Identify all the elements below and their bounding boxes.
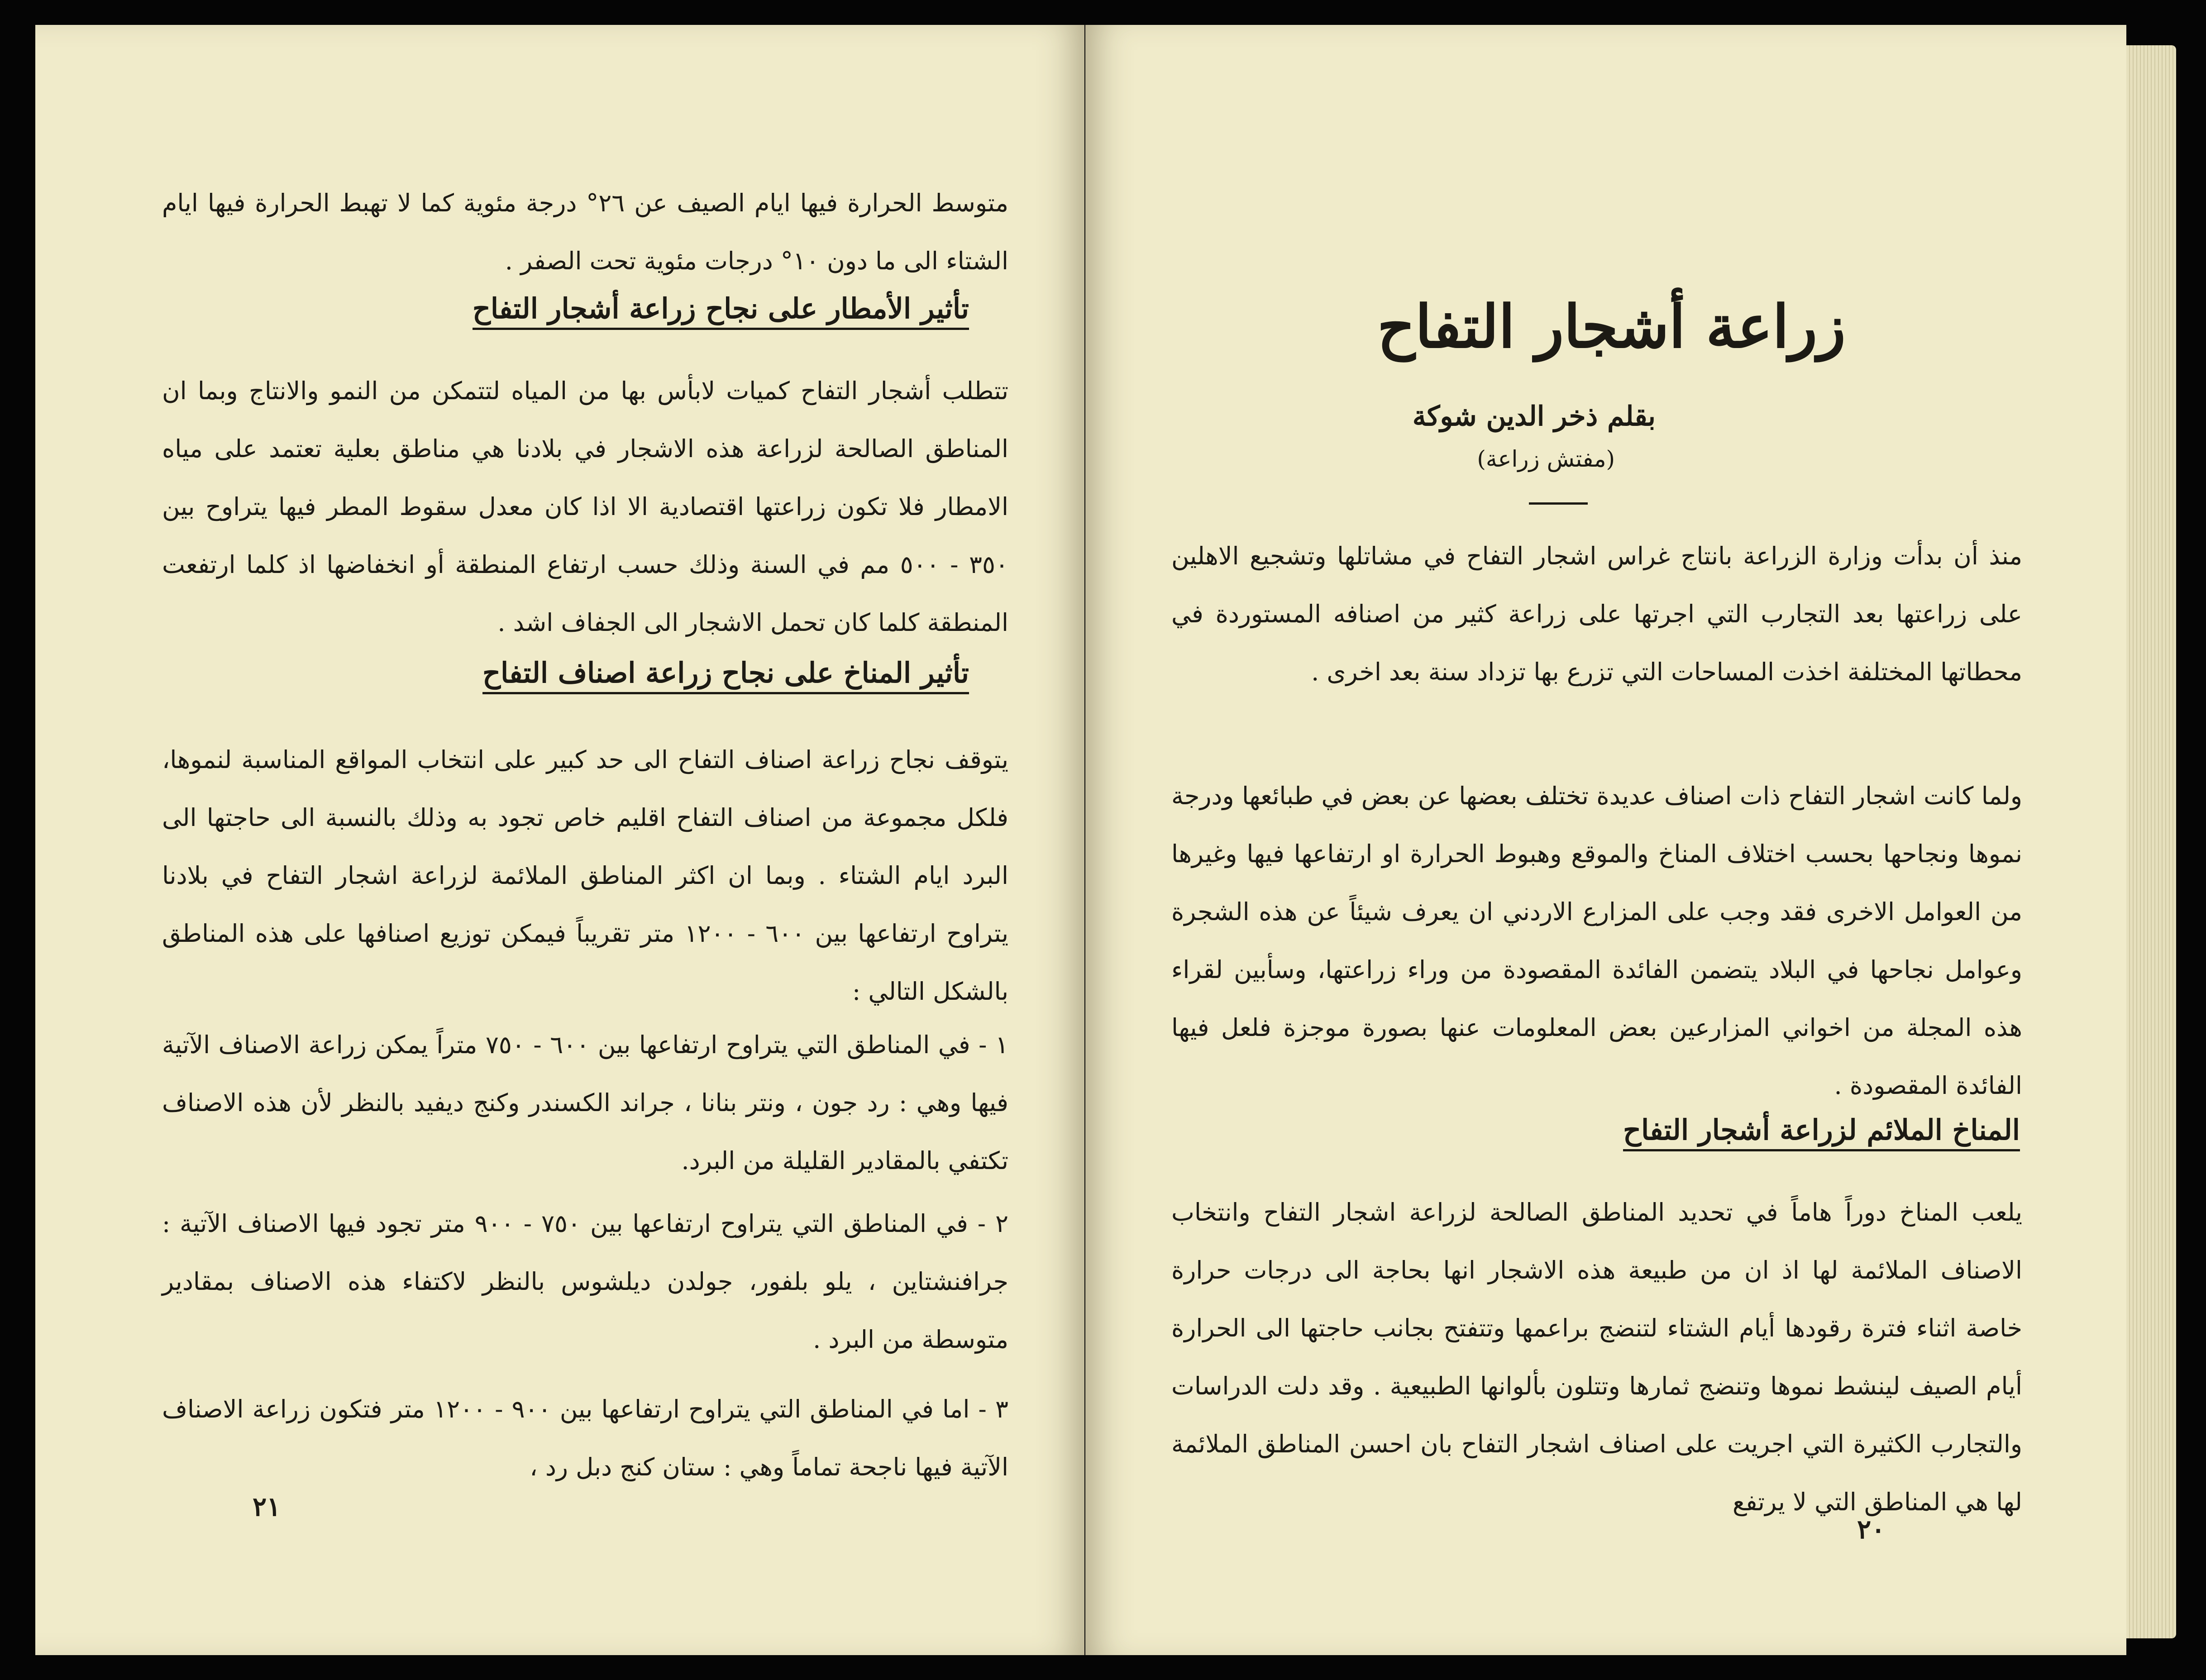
right-page-number: ٢٠ — [1857, 1514, 1886, 1545]
list-item: ١ - في المناطق التي يتراوح ارتفاعها بين ٦٠٠ - ٧٥٠ متراً يمكن زراعة الاصناف الآتية فيها وهي : رد جون ، ونتر بنانا ، جراند الكسندر وكنج ديفيد بالنظر لأن هذه الاصناف تكتفي بالمقادير القليلة من البرد. — [162, 1031, 1009, 1175]
article-author: بقلم ذخر الدين شوكة — [1412, 401, 1656, 432]
right-paragraph-2: ولما كانت اشجار التفاح ذات اصناف عديدة تختلف بعضها عن بعض في طبائعها ودرجة نموها ونجاحها بحسب اختلاف المناخ والموقع وهبوط الحرارة او ارتفاعها فيها وغيرها من العوامل الاخرى فقد وجب على المزارع الاردني ان يعرف شيئاً عن هذه الشجرة وعوامل نجاحها في البلاد يتضمن الفائدة المقصودة من وراء زراعتها، وسأبين لقراء هذه المجلة من اخواني المزارعين بعض المعلومات عنها بصورة موجزة فلعل فيها الفائدة المقصودة . — [1171, 782, 2022, 1100]
left-page — [35, 25, 1084, 1655]
left-section2-heading: تأثير المناخ على نجاح زراعة اصناف التفاح — [482, 656, 969, 694]
article-title: زراعة أشجار التفاح — [1377, 292, 1846, 361]
right-page — [1085, 25, 2126, 1655]
list-item: ٢ - في المناطق التي يتراوح ارتفاعها بين ٧٥٠ - ٩٠٠ متر تجود فيها الاصناف الآتية : جرافنشتاين ، يلو بلفور، جولدن ديلشوس بالنظر لاكتفاء هذه الاصناف بمقادير متوسطة من البرد . — [162, 1209, 1009, 1354]
page-edges — [2126, 45, 2176, 1638]
left-section1-text: تتطلب أشجار التفاح كميات لابأس بها من المياه لتتمكن من النمو والانتاج وبما ان المناطق الصالحة لزراعة هذه الاشجار في بلادنا هي مناطق بعلية تعتمد على مياه الامطار فلا تكون زراعتها اقتصادية الا اذا كان معدل سقوط المطر فيها يتراوح بين ٣٥٠ - ٥٠٠ مم في السنة وذلك حسب ارتفاع المنطقة أو انخفاضها اذ كلما ارتفعت المنطقة كلما كان تحمل الاشجار الى الجفاف اشد . — [162, 377, 1008, 637]
list-item: ٣ - اما في المناطق التي يتراوح ارتفاعها بين ٩٠٠ - ١٢٠٠ متر فتكون زراعة الاصناف الآتية فيها ناجحة تماماً وهي : ستان كنج دبل رد ، — [162, 1395, 1008, 1481]
author-role: (مفتش زراعة) — [1477, 446, 1615, 472]
right-section-text: يلعب المناخ دوراً هاماً في تحديد المناطق الصالحة لزراعة اشجار التفاح وانتخاب الاصناف الملائمة لها اذ ان من طبيعة هذه الاشجار انها بحاجة الى درجات حرارة خاصة اثناء فترة رقودها أيام الشتاء لتنضج براعمها وتتفتح بجانب حاجتها الى الحرارة أيام الصيف لينشط نموها وتنضج ثمارها وتتلون بألوانها الطبيعية . وقد دلت الدراسات والتجارب الكثيرة التي اجريت على اصناف اشجار التفاح بان احسن المناطق الملائمة لها هي المناطق التي لا يرتفع — [1171, 1198, 2022, 1516]
left-section1-heading: تأثير الأمطار على نجاح زراعة أشجار التفاح — [473, 292, 969, 330]
left-intro-paragraph: متوسط الحرارة فيها ايام الصيف عن ٢٦° درجة مئوية كما لا تهبط الحرارة فيها ايام الشتاء الى ما دون ١٠° درجات مئوية تحت الصفر . — [162, 189, 1008, 275]
left-page-number: ٢١ — [253, 1491, 281, 1522]
right-paragraph-1: منذ أن بدأت وزارة الزراعة بانتاج غراس اشجار التفاح في مشاتلها وتشجيع الاهلين على زراعتها بعد التجارب التي اجرتها على زراعة كثير من اصنافه المستوردة في محطاتها المختلفة اخذت المساحات التي تزرع بها تزداد سنة بعد اخرى . — [1171, 542, 2022, 686]
left-section2-text: يتوقف نجاح زراعة اصناف التفاح الى حد كبير على انتخاب المواقع المناسبة لنموها، فلكل مجموعة من اصناف التفاح اقليم خاص تجود به وذلك بالنسبة الى حاجتها الى البرد ايام الشتاء . وبما ان اكثر المناطق الملائمة لزراعة اشجار التفاح في بلادنا يتراوح ارتفاعها بين ٦٠٠ - ١٢٠٠ متر تقريباً فيمكن توزيع اصنافها على هذه المناطق بالشكل التالي : — [162, 745, 1008, 1006]
right-section-heading: المناخ الملائم لزراعة أشجار التفاح — [1623, 1113, 2020, 1151]
title-divider — [1529, 502, 1588, 505]
